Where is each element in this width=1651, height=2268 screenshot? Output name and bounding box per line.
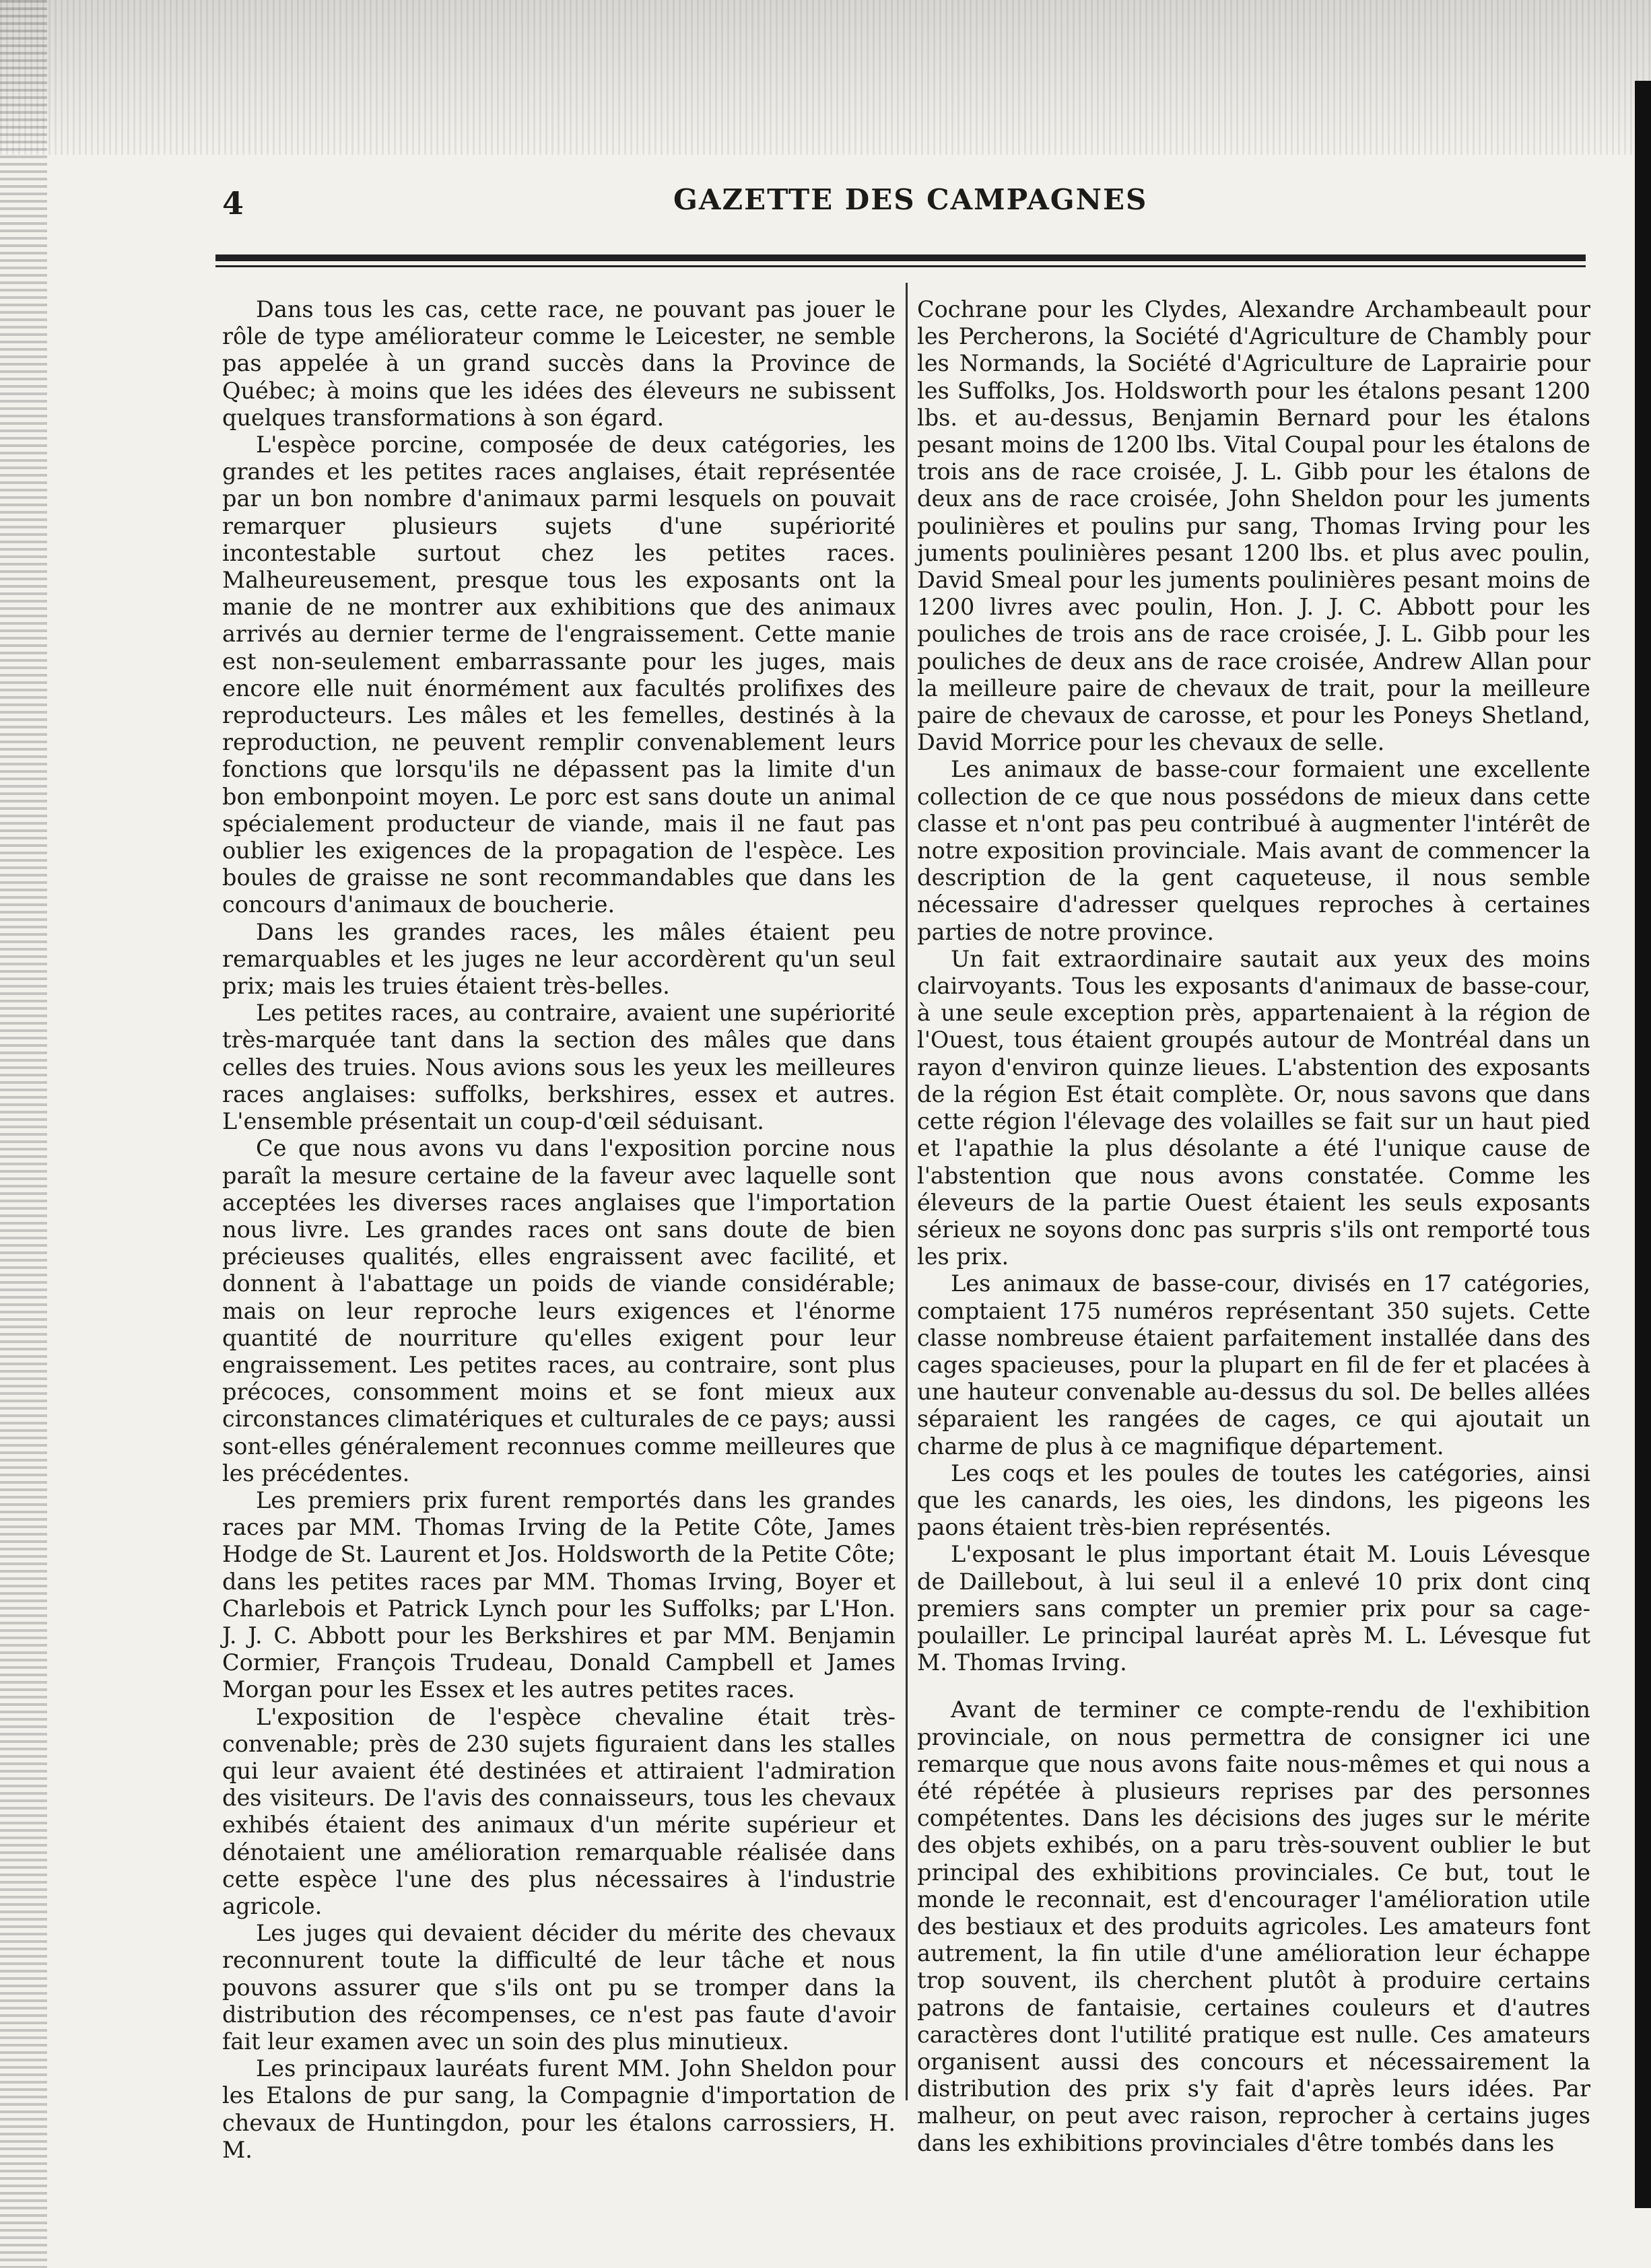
right-paragraph: Un fait extraordinaire sautait aux yeux des moins clairvoyants. Tous les exposants d'animaux de basse-cour, à une seule exception près, appartenaient à la région de l'Ouest, tous étaient groupés autour de Montréal dans un rayon d'environ quinze lieues. L'abstention des exposants de la région Est était complète. Or, nous savons que dans cette région l'élevage des volailles se fait sur un haut pied et l'apathie la plus désolante a été l'unique cause de l'abstention que nous avons constatée. Comme les éleveurs de la partie Ouest étaient les seuls exposants sérieux ne soyons donc pas surpris s'ils ont remporté tous les prix. — [917, 945, 1590, 1270]
left-paragraph: Ce que nous avons vu dans l'exposition porcine nous paraît la mesure certaine de la faveur avec laquelle sont acceptées les diverses races anglaises que l'importation nous livre. Les grandes races ont sans doute de bien précieuses qualités, elles engraissent avec facilité, et donnent à l'abattage un poids de viande considérable; mais on leur reproche leurs exigences et l'énorme quantité de nourriture qu'elles exigent pour leur engraissement. Les petites races, au contraire, sont plus précoces, consomment moins et se font mieux aux circonstances climatériques et culturales de ce pays; aussi sont-elles généralement reconnues comme meilleures que les précédentes. — [222, 1135, 896, 1486]
left-paragraph: L'espèce porcine, composée de deux catégories, les grandes et les petites races anglaises, était représentée par un bon nombre d'animaux parmi lesquels on pouvait remarquer plusieurs sujets d'une supériorité incontestable surtout chez les petites races. Malheureusement, presque tous les exposants ont la manie de ne montrer aux exhibitions que des animaux arrivés au dernier terme de l'engraissement. Cette manie est non-seulement embarrassante pour les juges, mais encore elle nuit énormément aux facultés prolifixes des reproducteurs. Les mâles et les femelles, destinés à la reproduction, ne peuvent remplir convenablement leurs fonctions que lorsqu'ils ne dépassent pas la limite d'un bon embonpoint moyen. Le porc est sans doute un animal spécialement producteur de viande, mais il ne faut pas oublier les exigences de la propagation de l'espèce. Les boules de graisse ne sont recommandables que dans les concours d'animaux de boucherie. — [222, 432, 896, 918]
right-paragraph: L'exposant le plus important était M. Louis Lévesque de Daillebout, à lui seul il a enlevé 10 prix dont cinq premiers sans compter un premier prix pour sa cage-poulailler. Le principal lauréat après M. L. Lévesque fut M. Thomas Irving. — [917, 1541, 1590, 1676]
scan-left-edge — [0, 0, 47, 2268]
right-paragraph: Les animaux de basse-cour, divisés en 17 catégories, comptaient 175 numéros représentant 350 sujets. Cette classe nombreuse étaient parfaitement installée dans des cages spacieuses, pour la plupart en fil de fer et placées à une hauteur convenable au-dessus du sol. De belles allées séparaient les rangées de cages, ce qui ajoutait un charme de plus à ce magnifique département. — [917, 1270, 1590, 1459]
left-paragraph: Les juges qui devaient décider du mérite des chevaux reconnurent toute la difficulté de leur tâche et nous pouvons assurer que s'ils ont pu se tromper dans la distribution des récompenses, ce n'est pas faute d'avoir fait leur examen avec un soin des plus minutieux. — [222, 1920, 896, 2055]
header-rule-thin — [215, 265, 1586, 267]
left-paragraph: Les premiers prix furent remportés dans les grandes races par MM. Thomas Irving de la Petite Côte, James Hodge de St. Laurent et Jos. Holdsworth de la Petite Côte; dans les petites races par MM. Thomas Irving, Boyer et Charlebois et Patrick Lynch pour les Suffolks; par L'Hon. J. J. C. Abbott pour les Berkshires et par MM. Benjamin Cormier, François Trudeau, Donald Campbell et James Morgan pour les Essex et les autres petites races. — [222, 1486, 896, 1703]
masthead-title: GAZETTE DES CAMPAGNES — [673, 183, 1148, 216]
page-number: 4 — [222, 185, 244, 221]
left-paragraph: Dans tous les cas, cette race, ne pouvant pas jouer le rôle de type améliorateur comme le Leicester, ne semble pas appelée à un grand succès dans la Province de Québec; à moins que les idées des éleveurs ne subissent quelques transformations à son égard. — [222, 296, 896, 431]
scan-right-edge-bar — [1635, 81, 1651, 2208]
right-paragraph: Avant de terminer ce compte-rendu de l'exhibition provinciale, on nous permettra de consigner ici une remarque que nous avons faite nous-mêmes et qui nous a été répétée à plusieurs reprises par des personnes compétentes. Dans les décisions des juges sur le mérite des objets exhibés, on a paru très-souvent oublier le but principal des exhibitions provinciales. Ce but, tout le monde le reconnait, est d'encourager l'amélioration utile des bestiaux et des produits agricoles. Les amateurs font autrement, la fin utile d'une amélioration leur échappe trop souvent, ils cherchent plutôt à produire certains patrons de fantaisie, certaines couleurs et d'autres caractères dont l'utilité pratique est nulle. Ces amateurs organisent aussi des concours et nécessairement la distribution des prix s'y fait d'après leurs idées. Par malheur, on peut avec raison, reprocher à certains juges dans les exhibitions provinciales d'être tombés dans les — [917, 1696, 1590, 2156]
right-column — [917, 296, 1590, 2157]
left-paragraph: Les petites races, au contraire, avaient une supériorité très-marquée tant dans la section des mâles que dans celles des truies. Nous avions sous les yeux les meilleures races anglaises: suffolks, berkshires, essex et autres. L'ensemble présentait un coup-d'œil séduisant. — [222, 1000, 896, 1135]
left-paragraph: L'exposition de l'espèce chevaline était très-convenable; près de 230 sujets figuraient dans les stalles qui leur avaient été destinées et attiraient l'admiration des visiteurs. De l'avis des connaisseurs, tous les chevaux exhibés étaient des animaux d'un mérite supérieur et dénotaient une amélioration remarquable réalisée dans cette espèce l'une des plus nécessaires à l'industrie agricole. — [222, 1703, 896, 1919]
right-paragraph: Les animaux de basse-cour formaient une excellente collection de ce que nous possédons de mieux dans cette classe et n'ont pas peu contribué à augmenter l'intérêt de notre exposition provinciale. Mais avant de commencer la description de la gent caqueteuse, il nous semble nécessaire d'adresser quelques reproches à certaines parties de notre province. — [917, 756, 1590, 945]
scan-top-noise — [0, 0, 1651, 155]
header-rule-thick — [215, 254, 1586, 261]
right-paragraph: Cochrane pour les Clydes, Alexandre Archambeault pour les Percherons, la Société d'Agriculture de Chambly pour les Normands, la Société d'Agriculture de Laprairie pour les Suffolks, Jos. Holdsworth pour les étalons pesant 1200 lbs. et au-dessus, Benjamin Bernard pour les étalons pesant moins de 1200 lbs. Vital Coupal pour les étalons de trois ans de race croisée, J. L. Gibb pour les étalons de deux ans de race croisée, John Sheldon pour les juments poulinières et poulins pur sang, Thomas Irving pour les juments poulinières pesant 1200 lbs. et plus avec poulin, David Smeal pour les juments poulinières pesant moins de 1200 livres avec poulin, Hon. J. J. C. Abbott pour les pouliches de trois ans de race croisée, J. L. Gibb pour les pouliches de deux ans de race croisée, Andrew Allan pour la meilleure paire de chevaux de trait, pour la meilleure paire de chevaux de carosse, et pour les Poneys Shetland, David Morrice pour les chevaux de selle. — [917, 296, 1590, 756]
left-paragraph: Dans les grandes races, les mâles étaient peu remarquables et les juges ne leur accordèrent qu'un seul prix; mais les truies étaient très-belles. — [222, 918, 896, 1000]
left-column — [222, 296, 896, 2164]
column-divider — [906, 283, 908, 2100]
left-paragraph: Les principaux lauréats furent MM. John Sheldon pour les Etalons de pur sang, la Compagnie d'importation de chevaux de Huntingdon, pour les étalons carrossiers, H. M. — [222, 2055, 896, 2163]
right-paragraph: Les coqs et les poules de toutes les catégories, ainsi que les canards, les oies, les dindons, les pigeons les paons étaient très-bien représentés. — [917, 1459, 1590, 1541]
